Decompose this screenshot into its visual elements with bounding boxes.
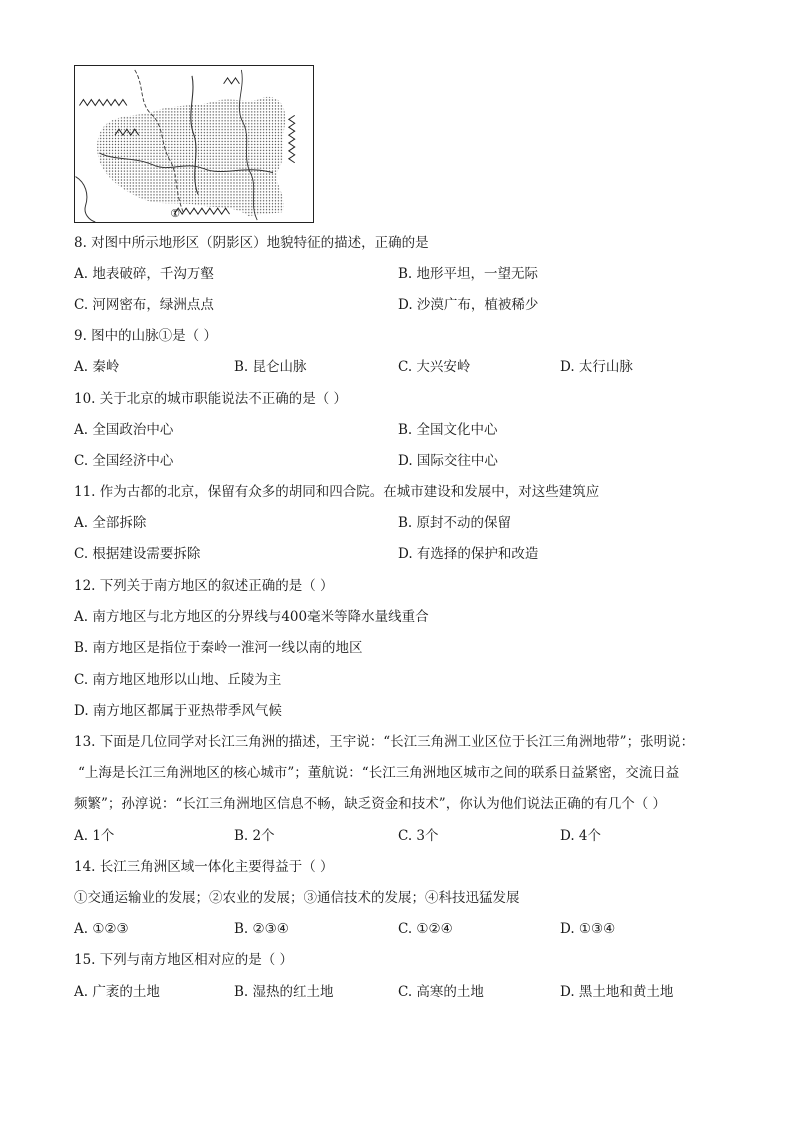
- q13-option-c[interactable]: C. 3个: [398, 828, 439, 844]
- q10-option-a[interactable]: A. 全国政治中心: [74, 422, 174, 438]
- q10-option-c[interactable]: C. 全国经济中心: [74, 453, 174, 469]
- q10-option-d[interactable]: D. 国际交往中心: [398, 453, 498, 469]
- q9-option-d[interactable]: D. 太行山脉: [560, 359, 633, 375]
- q13-option-b[interactable]: B. 2个: [234, 828, 275, 844]
- q15-option-a[interactable]: A. 广袤的土地: [74, 984, 160, 1000]
- q14-option-b[interactable]: B. ②③④: [234, 921, 289, 937]
- q14-option-c[interactable]: C. ①②④: [398, 921, 453, 937]
- question-9-stem: 9. 图中的山脉①是（ ）: [74, 328, 217, 344]
- q11-option-c[interactable]: C. 根据建设需要拆除: [74, 546, 201, 562]
- coast-line: [76, 177, 96, 222]
- q8-option-c[interactable]: C. 河网密布，绿洲点点: [74, 297, 214, 313]
- q12-option-a[interactable]: A. 南方地区与北方地区的分界线与400毫米等降水量线重合: [74, 609, 429, 625]
- q8-option-a[interactable]: A. 地表破碎，千沟万壑: [74, 266, 214, 282]
- map-figure: [74, 65, 314, 223]
- question-11-stem: 11. 作为古都的北京，保留有众多的胡同和四合院。在城市建设和发展中，对这些建筑应: [74, 484, 600, 500]
- q12-option-d[interactable]: D. 南方地区都属于亚热带季风气候: [74, 703, 282, 719]
- mountain-range-right: [289, 115, 295, 162]
- q9-option-b[interactable]: B. 昆仑山脉: [234, 359, 307, 375]
- question-8-stem: 8. 对图中所示地形区（阴影区）地貌特征的描述，正确的是: [74, 235, 429, 251]
- q14-option-a[interactable]: A. ①②③: [74, 921, 129, 937]
- mountain-range-top: [224, 78, 240, 84]
- question-14-stem: 14. 长江三角洲区域一体化主要得益于（ ）: [74, 859, 334, 875]
- question-12-stem: 12. 下列关于南方地区的叙述正确的是（ ）: [74, 578, 334, 594]
- question-13-stem-line-2: “上海是长江三角洲地区的核心城市”；董航说：“长江三角洲地区城市之间的联系日益紧密，交流日益: [78, 765, 680, 781]
- q15-option-b[interactable]: B. 湿热的红土地: [234, 984, 334, 1000]
- question-13-stem-line-1: 13. 下面是几位同学对长江三角洲的描述，王宇说：“长江三角洲工业区位于长江三角洲地带”；张明说：: [74, 734, 695, 750]
- q11-option-d[interactable]: D. 有选择的保护和改造: [398, 546, 539, 562]
- q11-option-b[interactable]: B. 原封不动的保留: [398, 515, 512, 531]
- q9-option-c[interactable]: C. 大兴安岭: [398, 359, 471, 375]
- q13-option-d[interactable]: D. 4个: [560, 828, 602, 844]
- mountain-label: ①: [170, 207, 181, 221]
- q15-option-c[interactable]: C. 高寒的土地: [398, 984, 484, 1000]
- q8-option-b[interactable]: B. 地形平坦，一望无际: [398, 266, 539, 282]
- q12-option-c[interactable]: C. 南方地区地形以山地、丘陵为主: [74, 672, 282, 688]
- q10-option-b[interactable]: B. 全国文化中心: [398, 422, 498, 438]
- q15-option-d[interactable]: D. 黑土地和黄土地: [560, 984, 674, 1000]
- q11-option-a[interactable]: A. 全部拆除: [74, 515, 147, 531]
- question-14-statements: ①交通运输业的发展；②农业的发展；③通信技术的发展；④科技迅猛发展: [74, 890, 520, 906]
- q13-option-a[interactable]: A. 1个: [74, 828, 115, 844]
- question-13-stem-line-3: 频繁”；孙淳说：“长江三角洲地区信息不畅，缺乏资金和技术”，你认为他们说法正确的有几个（ ）: [74, 796, 666, 812]
- question-10-stem: 10. 关于北京的城市职能说法不正确的是（ ）: [74, 391, 348, 407]
- map-drawing: [75, 66, 313, 222]
- question-15-stem: 15. 下列与南方地区相对应的是（ ）: [74, 952, 294, 968]
- q8-option-d[interactable]: D. 沙漠广布，植被稀少: [398, 297, 539, 313]
- q14-option-d[interactable]: D. ①③④: [560, 921, 616, 937]
- q9-option-a[interactable]: A. 秦岭: [74, 359, 120, 375]
- q12-option-b[interactable]: B. 南方地区是指位于秦岭一淮河一线以南的地区: [74, 640, 363, 656]
